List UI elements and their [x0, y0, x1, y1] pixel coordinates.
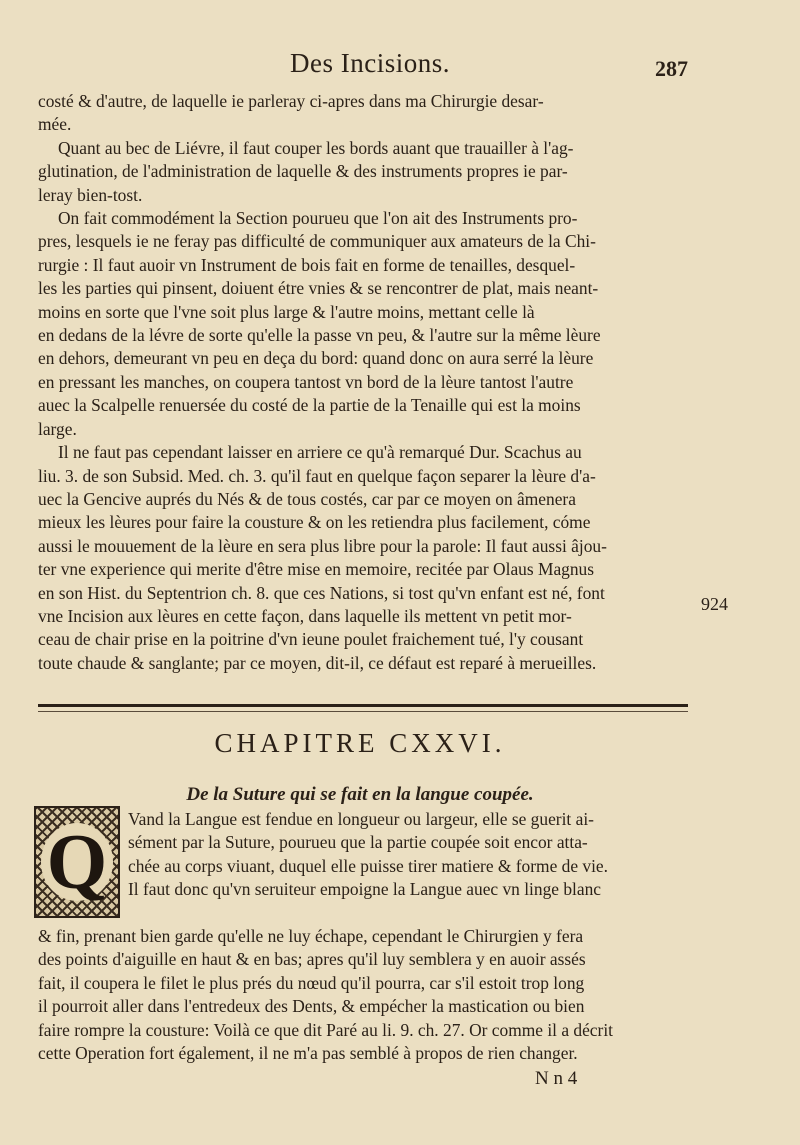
text-line: ter vne experience qui merite d'être mise en memoire, recitée par Olaus Magnus	[38, 559, 595, 580]
running-title: Des Incisions.	[290, 48, 450, 78]
text-line: Il ne faut pas cependant laisser en arriere ce qu'à remarqué Dur. Scachus au	[58, 442, 582, 463]
text-line: uec la Gencive auprés du Nés & de tous costés, car par ce moyen on âmenera	[38, 488, 576, 509]
text-line: Quant au bec de Liévre, il faut couper les bords auant que trauailler à l'ag-	[58, 137, 574, 158]
text-line: sément par la Suture, pourueu que la partie coupée soit encor atta-	[128, 832, 588, 853]
text-line: costé & d'autre, de laquelle ie parleray ci-apres dans ma Chirurgie desar-	[38, 91, 544, 111]
text-line: vne Incision aux lèures en cette façon, dans laquelle ils mettent vn petit mor-	[38, 605, 572, 626]
text-line: en son Hist. du Septentrion ch. 8. que ces Nations, si tost qu'vn enfant est né, font	[38, 582, 605, 603]
text-line: On fait commodément la Section pourueu que l'on ait des Instruments pro-	[58, 208, 578, 229]
text-line: toute chaude & sanglante; par ce moyen, dit-il, ce défaut est reparé à merueilles.	[38, 652, 597, 673]
text-line: Vand la Langue est fendue en longueur ou largeur, elle se guerit ai-	[128, 809, 594, 829]
text-line: en pressant les manches, on coupera tantost vn bord de la lèure tantost l'autre	[38, 371, 574, 392]
drop-cap-letter: Q	[41, 823, 114, 901]
text-line: il pourroit aller dans l'entredeux des Dents, & empécher la mastication ou bien	[38, 996, 585, 1017]
text-line: cette Operation fort également, il ne m'a pas semblé à propos de rien changer.	[38, 1043, 578, 1064]
page-header	[0, 48, 800, 88]
drop-cap-ornament	[34, 806, 120, 918]
text-line: les les parties qui pinsent, doiuent étre vnies & se rencontrer de plat, mais neant-	[38, 278, 599, 299]
section-2-opening	[128, 808, 686, 902]
text-line: moins en sorte que l'vne soit plus large & l'autre moins, mettant celle là	[38, 301, 535, 322]
text-line: leray bien-tost.	[38, 184, 143, 205]
text-line: liu. 3. de son Subsid. Med. ch. 3. qu'il faut en quelque façon separer la lèure d'a-	[38, 465, 596, 486]
text-line: mieux les lèures pour faire la cousture & on les retiendra plus facilement, cóme	[38, 512, 591, 533]
section-2-text	[38, 925, 688, 1065]
text-line: auec la Scalpelle renuersée du costé de la partie de la Tenaille qui est la moins	[38, 395, 581, 416]
text-line: Il faut donc qu'vn seruiteur empoigne la Langue auec vn linge blanc	[128, 879, 601, 900]
chapter-title: CHAPITRE CXXVI.	[214, 728, 506, 758]
text-line: rurgie : Il faut auoir vn Instrument de bois fait en forme de tenailles, desquel-	[38, 254, 576, 275]
text-line: faire rompre la cousture: Voilà ce que dit Paré au li. 9. ch. 27. Or comme il a décrit	[38, 1019, 613, 1040]
text-line: en dedans de la lévre de sorte qu'elle la passe vn peu, & l'autre sur la même lèure	[38, 325, 601, 346]
text-line: des points d'aiguille en haut & en bas; apres qu'il luy semblera y en auoir assés	[38, 949, 586, 970]
text-line: ceau de chair prise en la poitrine d'vn ieune poulet fraichement tué, l'y cousant	[38, 629, 584, 650]
section-1-text	[38, 90, 688, 675]
signature-mark: N n 4	[535, 1068, 578, 1089]
text-line: chée au corps viuant, duquel elle puisse tirer matiere & forme de vie.	[128, 855, 608, 876]
section-divider	[38, 704, 688, 712]
text-line: fait, il coupera le filet le plus prés du nœud qu'il pourra, car s'il estoit trop long	[38, 972, 585, 993]
chapter-subtitle: De la Suture qui se fait en la langue coupée.	[186, 784, 534, 805]
text-line: pres, lesquels ie ne feray pas difficulté de communiquer aux amateurs de la Chi-	[38, 231, 596, 252]
text-line: glutination, de l'administration de laquelle & des instruments propres ie par-	[38, 161, 568, 182]
text-line: large.	[38, 418, 77, 439]
text-line: aussi le mouuement de la lèure en sera plus libre pour la parole: Il faut aussi âjou-	[38, 535, 607, 556]
text-line: en dehors, demeurant vn peu en deça du bord: quand donc on aura serré la lèure	[38, 348, 594, 369]
text-line: & fin, prenant bien garde qu'elle ne luy échape, cependant le Chirurgien y fera	[38, 926, 584, 946]
page-number: 287	[655, 56, 688, 81]
margin-note: 924	[701, 594, 728, 614]
text-line: mée.	[38, 114, 72, 135]
